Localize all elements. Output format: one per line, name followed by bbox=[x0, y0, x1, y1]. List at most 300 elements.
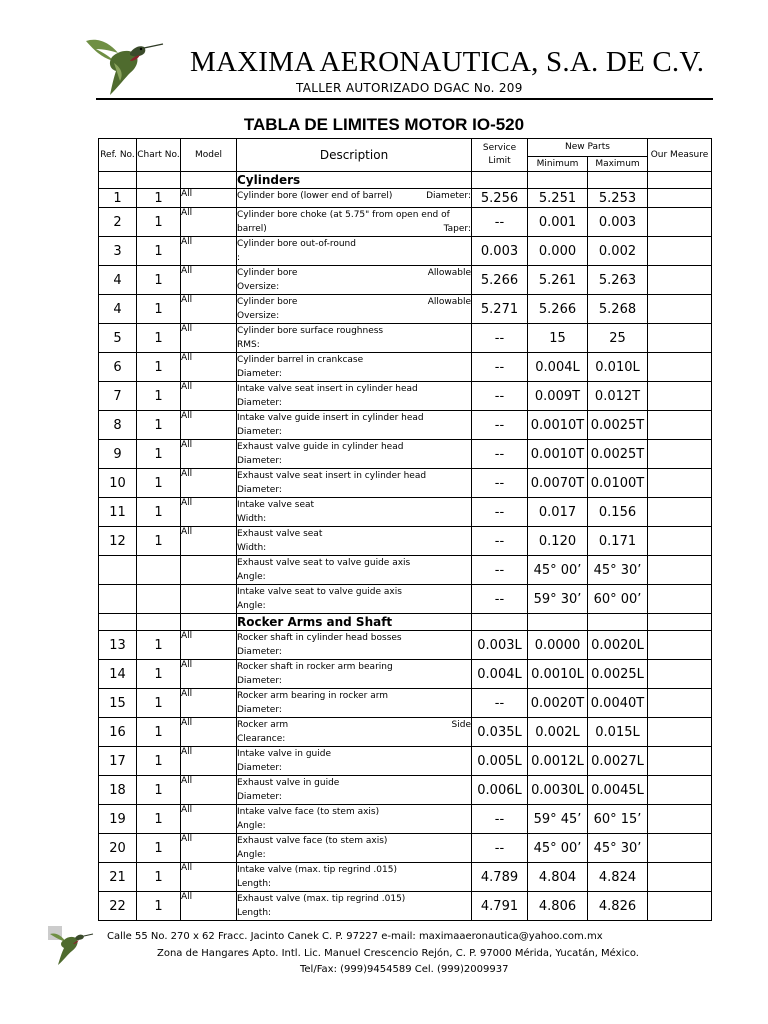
chart-number: 1 bbox=[137, 208, 181, 237]
description-unit: Diameter: bbox=[237, 792, 282, 802]
our-measure-cell bbox=[648, 469, 712, 498]
minimum-value: 0.0010T bbox=[528, 411, 588, 440]
description-line-1 bbox=[237, 834, 471, 848]
hummingbird-logo-icon bbox=[84, 33, 164, 97]
description-line-2 bbox=[237, 483, 471, 497]
description-suffix: Diameter: bbox=[426, 191, 471, 201]
minimum-value: 0.0000 bbox=[528, 631, 588, 660]
description-unit: Angle: bbox=[237, 850, 266, 860]
description-cell bbox=[237, 324, 472, 353]
minimum-value: 0.0010T bbox=[528, 440, 588, 469]
description-text: Rocker shaft in cylinder head bosses bbox=[237, 633, 402, 643]
minimum-value: 59° 45’ bbox=[528, 805, 588, 834]
chart-number: 1 bbox=[137, 498, 181, 527]
minimum-value: 0.0030L bbox=[528, 776, 588, 805]
description-cell bbox=[237, 411, 472, 440]
empty-cell bbox=[528, 614, 588, 631]
maximum-value: 4.826 bbox=[588, 892, 648, 921]
description-line-2 bbox=[237, 732, 471, 746]
ref-number: 9 bbox=[99, 440, 137, 469]
model-cell: All bbox=[181, 411, 237, 440]
description-line-1 bbox=[237, 411, 471, 425]
ref-number: 5 bbox=[99, 324, 137, 353]
our-measure-cell bbox=[648, 440, 712, 469]
chart-number: 1 bbox=[137, 718, 181, 747]
model-cell: All bbox=[181, 440, 237, 469]
our-measure-cell bbox=[648, 660, 712, 689]
chart-number: 1 bbox=[137, 295, 181, 324]
maximum-value: 0.0040T bbox=[588, 689, 648, 718]
description-line-2 bbox=[237, 222, 471, 236]
chart-number: 1 bbox=[137, 237, 181, 266]
minimum-value: 0.0010L bbox=[528, 660, 588, 689]
col-maximum-header: Maximum bbox=[588, 157, 648, 172]
chart-number: 1 bbox=[137, 689, 181, 718]
description-line-2 bbox=[237, 599, 471, 613]
service-limit-value: -- bbox=[472, 324, 528, 353]
table-row bbox=[99, 469, 712, 498]
our-measure-cell bbox=[648, 556, 712, 585]
description-text: Intake valve (max. tip regrind .015) bbox=[237, 865, 397, 875]
our-measure-cell bbox=[648, 585, 712, 614]
table-row bbox=[99, 324, 712, 353]
col-new-parts-header: New Parts bbox=[528, 139, 648, 157]
service-limit-value: 4.789 bbox=[472, 863, 528, 892]
service-limit-value: 0.035L bbox=[472, 718, 528, 747]
description-cell bbox=[237, 295, 472, 324]
table-row bbox=[99, 747, 712, 776]
minimum-value: 0.120 bbox=[528, 527, 588, 556]
description-cell bbox=[237, 892, 472, 921]
description-text: Rocker arm bearing in rocker arm bbox=[237, 691, 389, 701]
description-unit: Diameter: bbox=[237, 369, 282, 379]
description-text: Exhaust valve seat insert in cylinder head bbox=[237, 471, 427, 481]
description-cell bbox=[237, 776, 472, 805]
our-measure-cell bbox=[648, 834, 712, 863]
our-measure-cell bbox=[648, 892, 712, 921]
maximum-value: 45° 30’ bbox=[588, 834, 648, 863]
table-row bbox=[99, 208, 712, 237]
description-text: Exhaust valve face (to stem axis) bbox=[237, 836, 388, 846]
description-text: Cylinder bore surface roughness bbox=[237, 326, 384, 336]
our-measure-cell bbox=[648, 237, 712, 266]
table-row bbox=[99, 353, 712, 382]
description-unit: Oversize: bbox=[237, 282, 280, 292]
minimum-value: 45° 00’ bbox=[528, 834, 588, 863]
table-row bbox=[99, 295, 712, 324]
ref-number: 4 bbox=[99, 295, 137, 324]
description-suffix: Allowable bbox=[427, 297, 471, 307]
description-cell bbox=[237, 556, 472, 585]
ref-number bbox=[99, 556, 137, 585]
description-line-2 bbox=[237, 761, 471, 775]
description-suffix: Allowable bbox=[427, 268, 471, 278]
description-line-2 bbox=[237, 877, 471, 891]
chart-number: 1 bbox=[137, 469, 181, 498]
maximum-value: 0.0045L bbox=[588, 776, 648, 805]
section-row bbox=[99, 614, 712, 631]
minimum-value: 0.0070T bbox=[528, 469, 588, 498]
minimum-value: 0.001 bbox=[528, 208, 588, 237]
service-limit-value: -- bbox=[472, 585, 528, 614]
description-line-2 bbox=[237, 251, 471, 265]
table-row bbox=[99, 527, 712, 556]
description-line-1 bbox=[237, 718, 471, 732]
model-cell: All bbox=[181, 747, 237, 776]
description-line-1 bbox=[237, 660, 471, 674]
section-row bbox=[99, 172, 712, 189]
service-limit-value: -- bbox=[472, 411, 528, 440]
minimum-value: 5.266 bbox=[528, 295, 588, 324]
description-line-1 bbox=[237, 266, 471, 280]
description-cell bbox=[237, 834, 472, 863]
chart-number: 1 bbox=[137, 863, 181, 892]
description-cell bbox=[237, 805, 472, 834]
our-measure-cell bbox=[648, 266, 712, 295]
maximum-value: 60° 15’ bbox=[588, 805, 648, 834]
col-minimum-header: Minimum bbox=[528, 157, 588, 172]
minimum-value: 0.009T bbox=[528, 382, 588, 411]
description-cell bbox=[237, 237, 472, 266]
ref-number: 3 bbox=[99, 237, 137, 266]
chart-number bbox=[137, 585, 181, 614]
table-title: TABLA DE LIMITES MOTOR IO-520 bbox=[243, 115, 525, 134]
description-unit: Length: bbox=[237, 879, 272, 889]
ref-number: 20 bbox=[99, 834, 137, 863]
description-line-2 bbox=[237, 819, 471, 833]
description-line-2 bbox=[237, 512, 471, 526]
description-text: Exhaust valve (max. tip regrind .015) bbox=[237, 894, 406, 904]
model-cell: All bbox=[181, 631, 237, 660]
empty-cell bbox=[99, 614, 137, 631]
empty-cell bbox=[137, 172, 181, 189]
maximum-value: 0.012T bbox=[588, 382, 648, 411]
our-measure-cell bbox=[648, 631, 712, 660]
description-line-1 bbox=[237, 295, 471, 309]
ref-number: 6 bbox=[99, 353, 137, 382]
ref-number: 8 bbox=[99, 411, 137, 440]
footer-phone: Tel/Fax: (999)9454589 Cel. (999)2009937 bbox=[300, 964, 509, 975]
description-line-2 bbox=[237, 570, 471, 584]
header-divider bbox=[96, 98, 713, 100]
ref-number: 1 bbox=[99, 189, 137, 208]
description-line-2 bbox=[237, 338, 471, 352]
description-text: Rocker shaft in rocker arm bearing bbox=[237, 662, 393, 672]
maximum-value: 0.015L bbox=[588, 718, 648, 747]
description-text: Intake valve seat insert in cylinder head bbox=[237, 384, 418, 394]
table-row bbox=[99, 585, 712, 614]
description-line-1 bbox=[237, 631, 471, 645]
footer-hummingbird-logo-icon bbox=[46, 924, 94, 966]
model-cell: All bbox=[181, 834, 237, 863]
col-our-measure-header: Our Measure bbox=[648, 139, 712, 172]
model-cell: All bbox=[181, 718, 237, 747]
description-line-2 bbox=[237, 425, 471, 439]
model-cell: All bbox=[181, 660, 237, 689]
col-ref-header: Ref. No. bbox=[99, 139, 137, 172]
model-cell: All bbox=[181, 689, 237, 718]
model-cell: All bbox=[181, 353, 237, 382]
description-unit: barrel) bbox=[237, 224, 267, 234]
description-line-2 bbox=[237, 790, 471, 804]
description-cell bbox=[237, 382, 472, 411]
empty-cell bbox=[181, 172, 237, 189]
description-unit: Length: bbox=[237, 908, 272, 918]
model-cell: All bbox=[181, 189, 237, 208]
maximum-value: 0.156 bbox=[588, 498, 648, 527]
ref-number: 7 bbox=[99, 382, 137, 411]
description-unit: Oversize: bbox=[237, 311, 280, 321]
minimum-value: 0.0020T bbox=[528, 689, 588, 718]
description-line-1 bbox=[237, 353, 471, 367]
table-row bbox=[99, 237, 712, 266]
our-measure-cell bbox=[648, 295, 712, 324]
model-cell: All bbox=[181, 892, 237, 921]
our-measure-cell bbox=[648, 498, 712, 527]
description-unit: Clearance: bbox=[237, 734, 286, 744]
ref-number: 11 bbox=[99, 498, 137, 527]
description-cell bbox=[237, 527, 472, 556]
chart-number: 1 bbox=[137, 382, 181, 411]
description-line-1 bbox=[237, 689, 471, 703]
ref-number: 4 bbox=[99, 266, 137, 295]
minimum-value: 5.251 bbox=[528, 189, 588, 208]
description-text: Exhaust valve in guide bbox=[237, 778, 340, 788]
our-measure-cell bbox=[648, 324, 712, 353]
our-measure-cell bbox=[648, 747, 712, 776]
model-cell bbox=[181, 585, 237, 614]
description-line-1 bbox=[237, 208, 471, 222]
our-measure-cell bbox=[648, 208, 712, 237]
description-line-2 bbox=[237, 309, 471, 323]
description-line-1 bbox=[237, 382, 471, 396]
service-limit-value: -- bbox=[472, 382, 528, 411]
our-measure-cell bbox=[648, 382, 712, 411]
description-cell bbox=[237, 498, 472, 527]
chart-number: 1 bbox=[137, 834, 181, 863]
chart-number: 1 bbox=[137, 440, 181, 469]
chart-number: 1 bbox=[137, 660, 181, 689]
description-text: Exhaust valve guide in cylinder head bbox=[237, 442, 404, 452]
description-text: Cylinder bore out-of-round bbox=[237, 239, 356, 249]
model-cell bbox=[181, 556, 237, 585]
ref-number: 19 bbox=[99, 805, 137, 834]
description-text: Cylinder bore bbox=[237, 268, 298, 278]
description-cell bbox=[237, 189, 472, 208]
service-limit-value: -- bbox=[472, 440, 528, 469]
description-line-2 bbox=[237, 541, 471, 555]
ref-number: 13 bbox=[99, 631, 137, 660]
description-line-1 bbox=[237, 237, 471, 251]
model-cell: All bbox=[181, 382, 237, 411]
description-text: Cylinder barrel in crankcase bbox=[237, 355, 364, 365]
description-line-1 bbox=[237, 585, 471, 599]
chart-number: 1 bbox=[137, 189, 181, 208]
table-row bbox=[99, 498, 712, 527]
service-limit-value: -- bbox=[472, 834, 528, 863]
ref-number: 10 bbox=[99, 469, 137, 498]
chart-number: 1 bbox=[137, 805, 181, 834]
table-row bbox=[99, 805, 712, 834]
maximum-value: 0.003 bbox=[588, 208, 648, 237]
minimum-value: 45° 00’ bbox=[528, 556, 588, 585]
service-limit-value: 0.006L bbox=[472, 776, 528, 805]
minimum-value: 15 bbox=[528, 324, 588, 353]
description-unit: Diameter: bbox=[237, 705, 282, 715]
empty-cell bbox=[528, 172, 588, 189]
description-line-2 bbox=[237, 645, 471, 659]
table-row bbox=[99, 411, 712, 440]
maximum-value: 0.010L bbox=[588, 353, 648, 382]
maximum-value: 60° 00’ bbox=[588, 585, 648, 614]
chart-number: 1 bbox=[137, 266, 181, 295]
description-text: Exhaust valve seat to valve guide axis bbox=[237, 558, 411, 568]
company-name: MAXIMA AERONAUTICA, S.A. DE C.V. bbox=[190, 46, 705, 78]
ref-number: 16 bbox=[99, 718, 137, 747]
maximum-value: 0.0027L bbox=[588, 747, 648, 776]
service-limit-value: -- bbox=[472, 556, 528, 585]
service-limit-value: -- bbox=[472, 805, 528, 834]
description-line-2 bbox=[237, 280, 471, 294]
maximum-value: 0.0025T bbox=[588, 411, 648, 440]
minimum-value: 0.002L bbox=[528, 718, 588, 747]
maximum-value: 0.0020L bbox=[588, 631, 648, 660]
empty-cell bbox=[472, 172, 528, 189]
model-cell: All bbox=[181, 208, 237, 237]
description-unit: Angle: bbox=[237, 572, 266, 582]
maximum-value: 0.002 bbox=[588, 237, 648, 266]
service-limit-value: 5.256 bbox=[472, 189, 528, 208]
minimum-value: 4.806 bbox=[528, 892, 588, 921]
chart-number: 1 bbox=[137, 747, 181, 776]
ref-number: 22 bbox=[99, 892, 137, 921]
minimum-value: 4.804 bbox=[528, 863, 588, 892]
minimum-value: 0.0012L bbox=[528, 747, 588, 776]
model-cell: All bbox=[181, 295, 237, 324]
table-row bbox=[99, 834, 712, 863]
description-line-1 bbox=[237, 498, 471, 512]
model-cell: All bbox=[181, 237, 237, 266]
minimum-value: 0.017 bbox=[528, 498, 588, 527]
maximum-value: 5.263 bbox=[588, 266, 648, 295]
description-text: Cylinder bore (lower end of barrel) bbox=[237, 191, 393, 201]
maximum-value: 25 bbox=[588, 324, 648, 353]
workshop-authorization: TALLER AUTORIZADO DGAC No. 209 bbox=[296, 81, 523, 95]
chart-number: 1 bbox=[137, 892, 181, 921]
description-cell bbox=[237, 353, 472, 382]
description-unit: Diameter: bbox=[237, 763, 282, 773]
chart-number: 1 bbox=[137, 324, 181, 353]
description-line-1 bbox=[237, 805, 471, 819]
maximum-value: 0.0100T bbox=[588, 469, 648, 498]
description-line-2 bbox=[237, 454, 471, 468]
description-text: Cylinder bore choke (at 5.75" from open end of bbox=[237, 210, 450, 220]
table-row bbox=[99, 718, 712, 747]
description-cell bbox=[237, 266, 472, 295]
limits-table-body bbox=[99, 172, 712, 921]
service-limit-value: 0.003 bbox=[472, 237, 528, 266]
ref-number: 12 bbox=[99, 527, 137, 556]
minimum-value: 5.261 bbox=[528, 266, 588, 295]
description-unit: Diameter: bbox=[237, 676, 282, 686]
service-limit-value: -- bbox=[472, 353, 528, 382]
service-limit-value: 0.005L bbox=[472, 747, 528, 776]
description-unit-suffix: Taper: bbox=[443, 224, 471, 234]
service-limit-value: 4.791 bbox=[472, 892, 528, 921]
description-unit: Width: bbox=[237, 543, 267, 553]
service-limit-value: -- bbox=[472, 469, 528, 498]
model-cell: All bbox=[181, 527, 237, 556]
description-unit: Diameter: bbox=[237, 456, 282, 466]
description-text: Cylinder bore bbox=[237, 297, 298, 307]
chart-number: 1 bbox=[137, 776, 181, 805]
description-unit: Diameter: bbox=[237, 485, 282, 495]
service-limit-value: 5.266 bbox=[472, 266, 528, 295]
col-chart-header: Chart No. bbox=[137, 139, 181, 172]
table-row bbox=[99, 440, 712, 469]
table-row bbox=[99, 189, 712, 208]
chart-number bbox=[137, 556, 181, 585]
description-suffix: Side bbox=[451, 720, 471, 730]
service-limit-value: 0.003L bbox=[472, 631, 528, 660]
model-cell: All bbox=[181, 863, 237, 892]
maximum-value: 5.268 bbox=[588, 295, 648, 324]
section-title: Cylinders bbox=[237, 172, 472, 189]
chart-number: 1 bbox=[137, 527, 181, 556]
model-cell: All bbox=[181, 324, 237, 353]
our-measure-cell bbox=[648, 189, 712, 208]
description-unit: : bbox=[237, 253, 241, 263]
table-row bbox=[99, 863, 712, 892]
our-measure-cell bbox=[648, 527, 712, 556]
description-text: Intake valve seat to valve guide axis bbox=[237, 587, 402, 597]
description-cell bbox=[237, 863, 472, 892]
description-text: Rocker arm bbox=[237, 720, 289, 730]
minimum-value: 59° 30’ bbox=[528, 585, 588, 614]
description-unit: Diameter: bbox=[237, 427, 282, 437]
ref-number: 18 bbox=[99, 776, 137, 805]
description-line-2 bbox=[237, 906, 471, 920]
col-model-header: Model bbox=[181, 139, 237, 172]
description-line-2 bbox=[237, 674, 471, 688]
our-measure-cell bbox=[648, 689, 712, 718]
ref-number: 2 bbox=[99, 208, 137, 237]
our-measure-cell bbox=[648, 353, 712, 382]
description-line-1 bbox=[237, 556, 471, 570]
service-limit-value: 5.271 bbox=[472, 295, 528, 324]
service-limit-value: -- bbox=[472, 527, 528, 556]
description-line-2 bbox=[237, 396, 471, 410]
description-unit: Width: bbox=[237, 514, 267, 524]
description-cell bbox=[237, 469, 472, 498]
description-cell bbox=[237, 440, 472, 469]
section-title: Rocker Arms and Shaft bbox=[237, 614, 472, 631]
description-unit: Angle: bbox=[237, 601, 266, 611]
description-line-1 bbox=[237, 324, 471, 338]
chart-number: 1 bbox=[137, 353, 181, 382]
limits-table bbox=[98, 138, 712, 921]
empty-cell bbox=[588, 614, 648, 631]
description-line-1 bbox=[237, 863, 471, 877]
empty-cell bbox=[181, 614, 237, 631]
ref-number bbox=[99, 585, 137, 614]
ref-number: 17 bbox=[99, 747, 137, 776]
service-limit-value: 0.004L bbox=[472, 660, 528, 689]
description-cell bbox=[237, 660, 472, 689]
ref-number: 15 bbox=[99, 689, 137, 718]
table-row bbox=[99, 776, 712, 805]
description-text: Intake valve guide insert in cylinder head bbox=[237, 413, 424, 423]
